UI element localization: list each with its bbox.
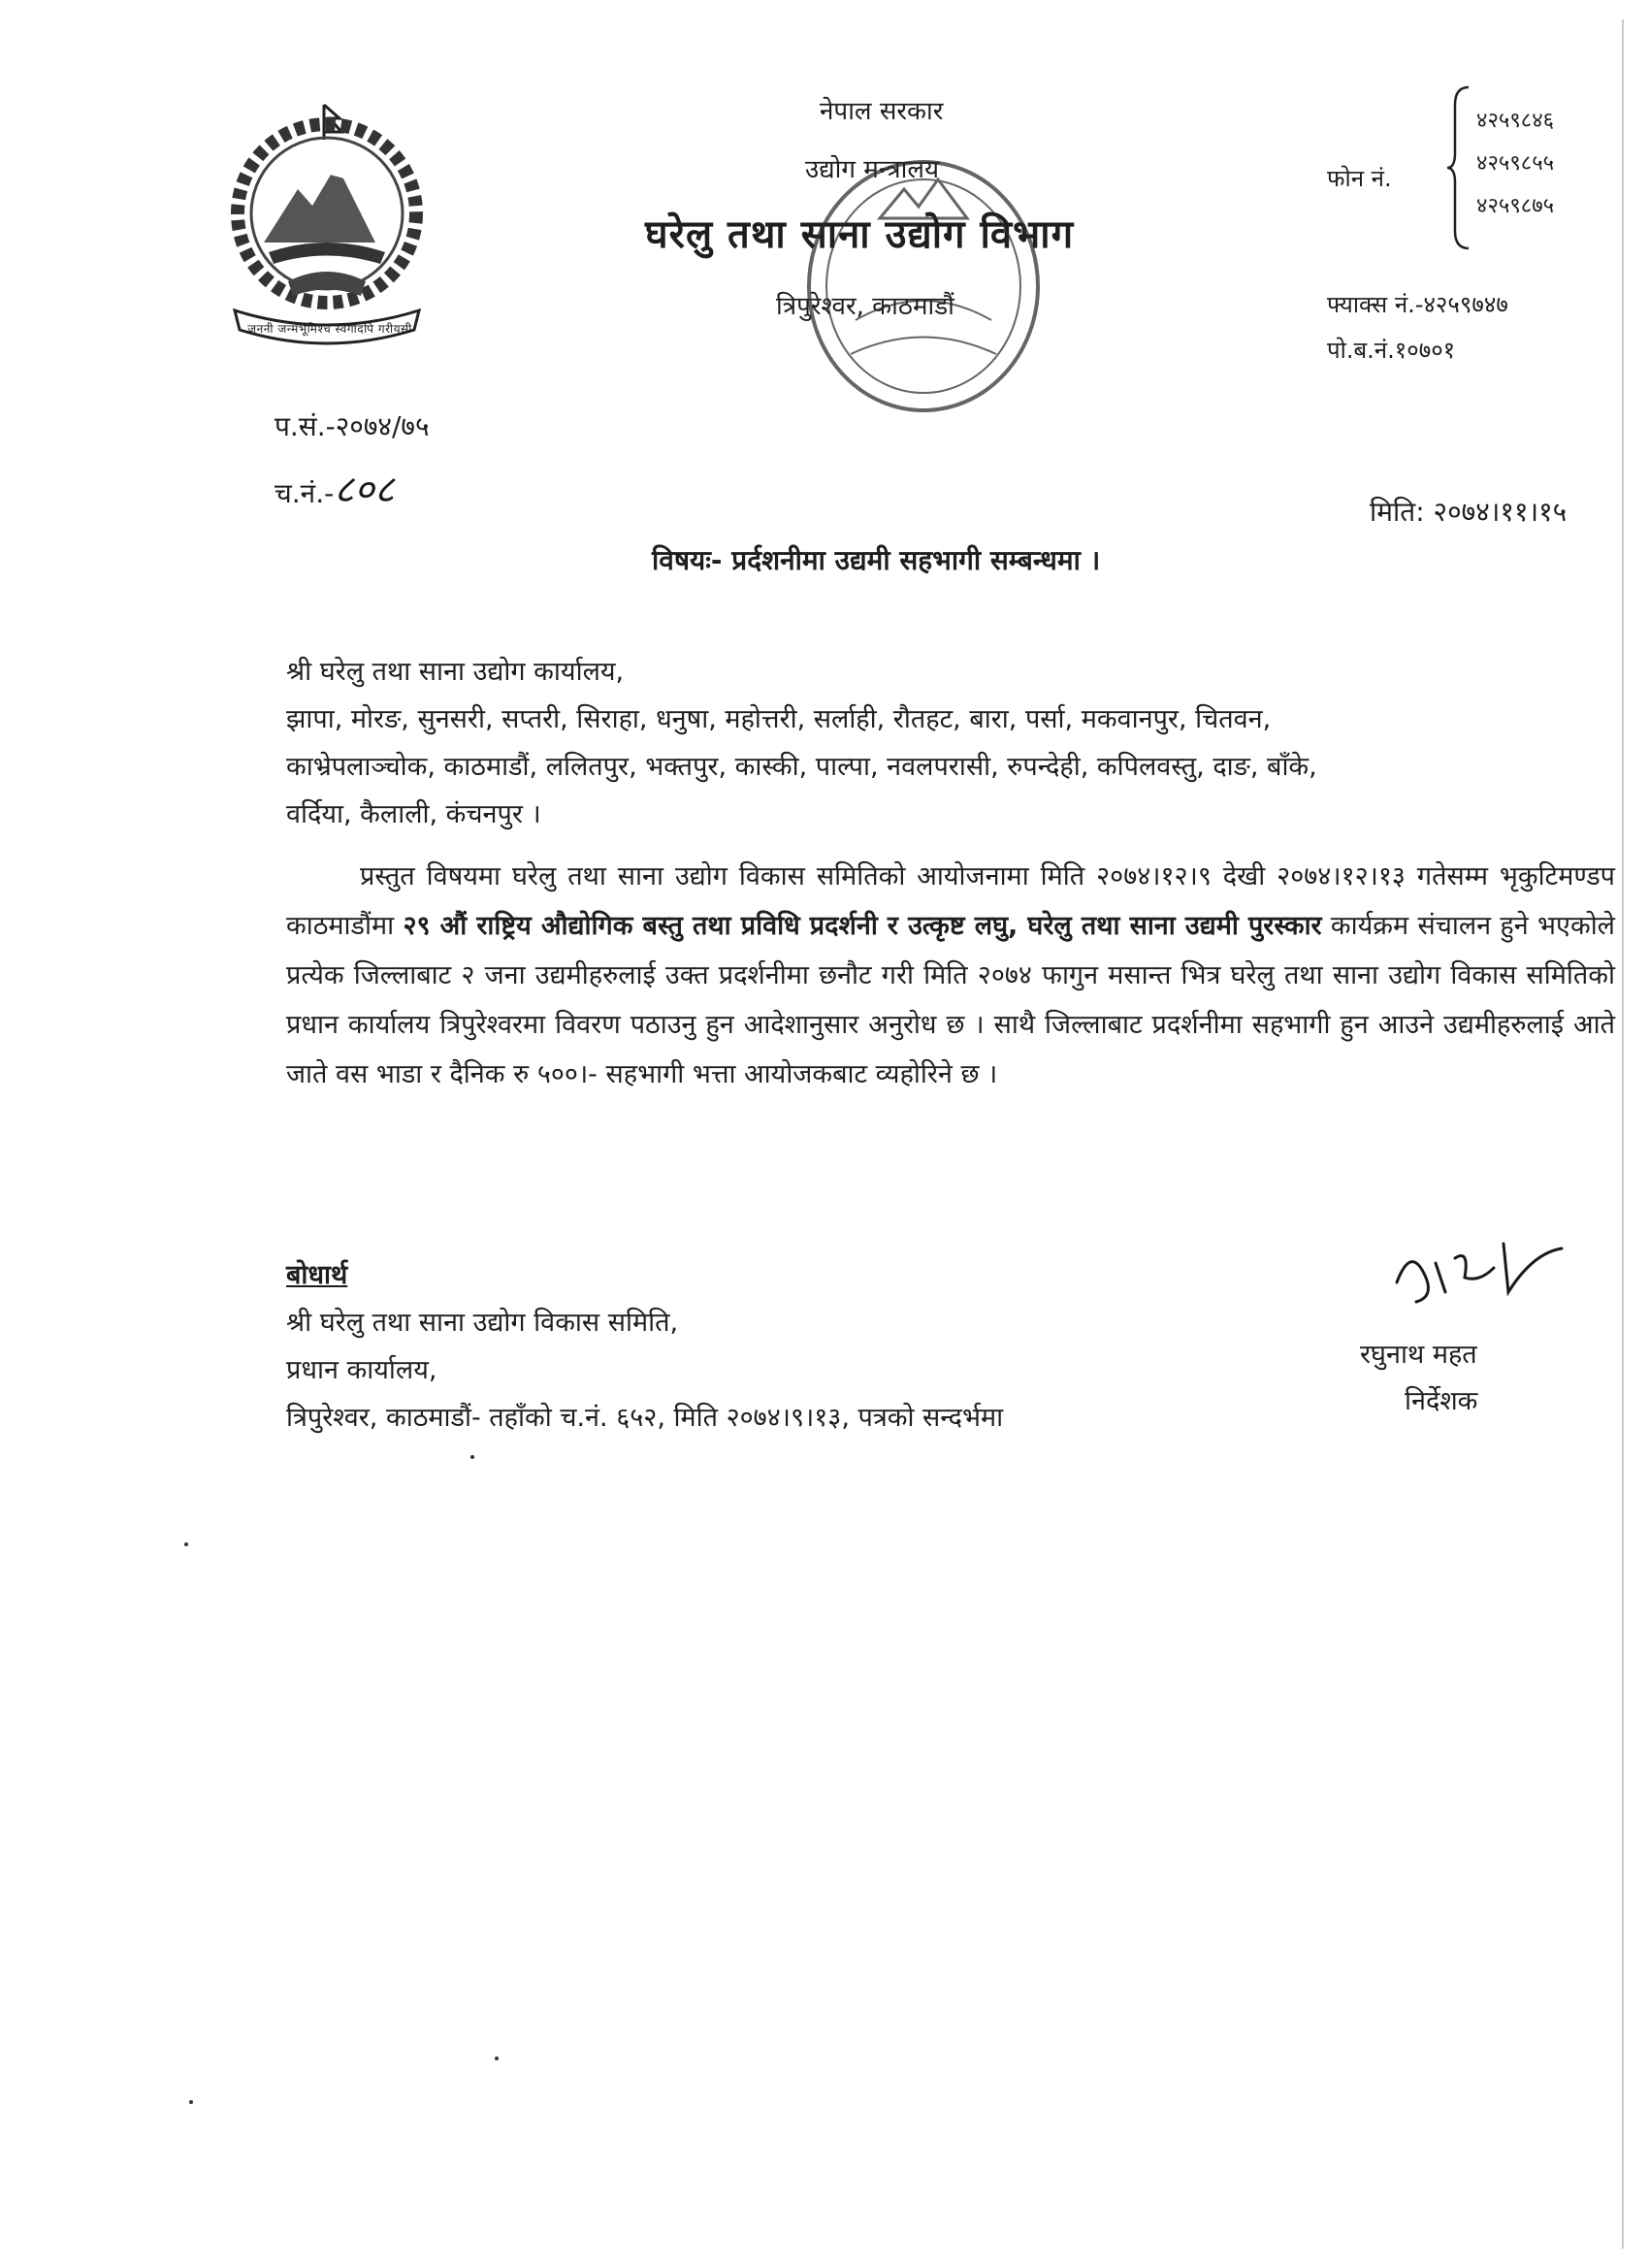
patra-sankhya: प.सं.-२०७४/७५ [275, 410, 430, 442]
office-stamp [797, 150, 1050, 422]
scan-speck [184, 1542, 188, 1546]
recipient-districts-2: काभ्रेपलाञ्चोक, काठमाडौं, ललितपुर, भक्तपुर, कास्की, पाल्पा, नवलपरासी, रुपन्देही, कपिलवस्तु, दाङ, बाँके, [286, 752, 1317, 783]
brace-icon [1447, 85, 1471, 250]
department-address: त्रिपुरेश्वर, काठमाडौं [776, 292, 954, 321]
recipient-block [286, 648, 1615, 839]
signatory-name: रघुनाथ महत [1360, 1340, 1477, 1370]
scan-speck [470, 1455, 474, 1459]
scan-speck [495, 2057, 499, 2060]
cc-heading: बोधार्थ [286, 1260, 348, 1290]
scan-speck [189, 2100, 193, 2104]
government-line: नेपाल सरकार [820, 97, 944, 126]
nepal-emblem-icon [215, 97, 438, 349]
cc-block [286, 1251, 1305, 1442]
signatory-designation: निर्देशक [1405, 1386, 1478, 1416]
cc-line-1: श्री घरेलु तथा साना उद्योग विकास समिति, [286, 1308, 679, 1339]
fax-number: फ्याक्स नं.-४२५९७४७ [1327, 291, 1508, 318]
scan-edge [1622, 19, 1624, 2249]
po-box: पो.ब.नं.१०७०१ [1327, 337, 1456, 364]
emblem-motto: जननी जन्मभूमिश्च स्वर्गादपि गरीयसी [247, 322, 412, 336]
body-paragraph [286, 852, 1615, 1099]
chalani-number: ८०८ [334, 468, 395, 512]
phone-number-1: ४२५९८४६ [1476, 109, 1555, 133]
subject-line: विषयः- प्रर्दशनीमा उद्यमी सहभागी सम्बन्धमा । [652, 544, 1101, 576]
recipient-districts-3: वर्दिया, कैलाली, कंचनपुर । [286, 799, 541, 830]
body-part-2: कार्यक्रम संचालन हुने भएकोले प्रत्येक जिल्लाबाट २ जना उद्यमीहरुलाई उक्त प्रदर्शनीमा छनौट गरी मिति २०७४ फागुन मसान्त भित्र घरेलु तथा साना उद्योग विकास समितिको प्रधान कार्यालय त्रिपुरेश्वरमा विवरण पठाउनु हुन आदेशानुसार अनुरोध छ । साथै जिल्लाबाट प्रदर्शनीमा सहभागी हुन आउने उद्यमीहरुलाई आते जाते वस भाडा र दैनिक रु ५००।- सहभागी भत्ता आयोजकबाट व्यहोरिने छ । [286, 911, 1615, 1089]
letter-date: मिति: २०७४।११।१५ [1370, 496, 1568, 528]
cc-line-3: त्रिपुरेश्वर, काठमाडौं- तहाँको च.नं. ६५२, मिति २०७४।९।१३, पत्रको सन्दर्भमा [286, 1403, 1004, 1434]
ministry-line: उद्योग मन्त्रालय [805, 155, 940, 184]
chalani-number-line [275, 461, 395, 514]
phone-label: फोन नं. [1327, 165, 1392, 192]
body-part-1: प्रस्तुत विषयमा घरेलु तथा साना उद्योग विकास समितिको आयोजनामा मिति २०७४।१२।९ देखी २०७४।१२।१३ गतेसम्म भृकुटिमण्डप काठमाडौंमा [286, 861, 1615, 941]
phone-number-3: ४२५९८७५ [1476, 194, 1555, 218]
phone-number-2: ४२५९८५५ [1476, 151, 1555, 176]
event-name: २९ औं राष्ट्रिय औद्योगिक बस्तु तथा प्रविधि प्रदर्शनी र उत्कृष्ट लघु, घरेलु तथा साना उद्यमी पुरस्कार [403, 911, 1322, 941]
recipient-districts-1: झापा, मोरङ, सुनसरी, सप्तरी, सिराहा, धनुषा, महोत्तरी, सर्लाही, रौतहट, बारा, पर्सा, मकवानपुर, चितवन, [286, 704, 1272, 735]
department-title: घरेलु तथा साना उद्योग विभाग [645, 212, 1075, 257]
signature-scribble [1387, 1224, 1571, 1312]
chalani-label: च.नं.- [275, 477, 335, 509]
recipient-line-1: श्री घरेलु तथा साना उद्योग कार्यालय, [286, 657, 625, 687]
cc-line-2: प्रधान कार्यालय, [286, 1355, 437, 1386]
